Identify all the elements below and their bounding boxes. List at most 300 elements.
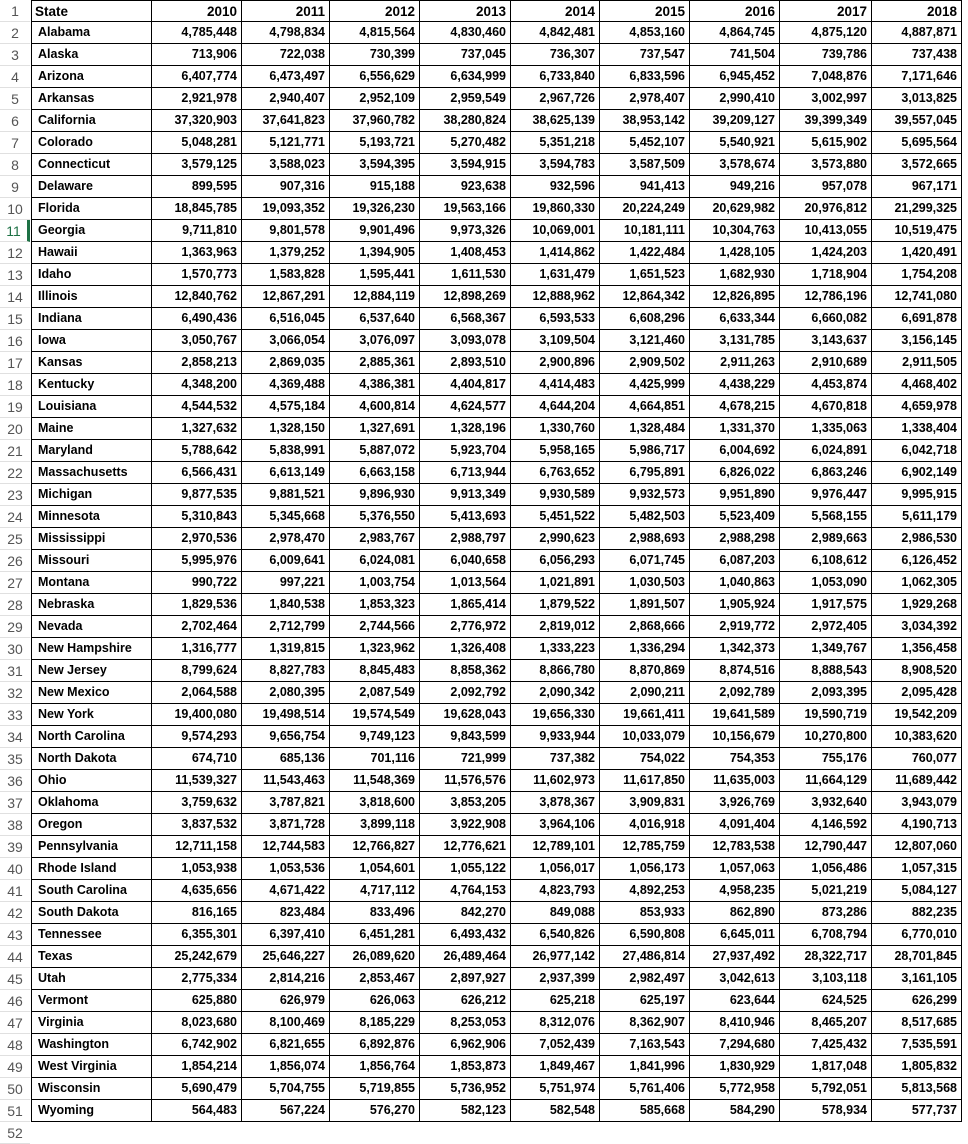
row-number[interactable]: 20 [0, 418, 30, 440]
row-number[interactable]: 9 [0, 176, 30, 198]
population-cell[interactable]: 19,542,209 [872, 704, 962, 726]
population-cell[interactable]: 4,414,483 [511, 374, 600, 396]
population-cell[interactable]: 9,843,599 [420, 726, 511, 748]
row-number[interactable]: 31 [0, 660, 30, 682]
population-cell[interactable]: 2,776,972 [420, 616, 511, 638]
population-cell[interactable]: 2,853,467 [330, 968, 420, 990]
population-cell[interactable]: 1,057,315 [872, 858, 962, 880]
population-cell[interactable]: 907,316 [242, 176, 330, 198]
population-cell[interactable]: 6,556,629 [330, 66, 420, 88]
year-column-header[interactable]: 2018 [872, 0, 962, 22]
population-cell[interactable]: 6,821,655 [242, 1034, 330, 1056]
population-cell[interactable]: 3,143,637 [780, 330, 872, 352]
state-cell[interactable]: Kansas [31, 352, 152, 374]
population-cell[interactable]: 19,563,166 [420, 198, 511, 220]
population-cell[interactable]: 3,837,532 [152, 814, 242, 836]
population-cell[interactable]: 1,853,323 [330, 594, 420, 616]
population-cell[interactable]: 28,322,717 [780, 946, 872, 968]
population-cell[interactable]: 6,056,293 [511, 550, 600, 572]
population-cell[interactable]: 882,235 [872, 902, 962, 924]
population-cell[interactable]: 25,242,679 [152, 946, 242, 968]
population-cell[interactable]: 737,382 [511, 748, 600, 770]
population-cell[interactable]: 1,056,173 [600, 858, 690, 880]
population-cell[interactable]: 3,587,509 [600, 154, 690, 176]
row-number[interactable]: 29 [0, 616, 30, 638]
population-cell[interactable]: 25,646,227 [242, 946, 330, 968]
population-cell[interactable]: 10,413,055 [780, 220, 872, 242]
population-cell[interactable]: 722,038 [242, 44, 330, 66]
population-cell[interactable]: 9,881,521 [242, 484, 330, 506]
population-cell[interactable]: 8,362,907 [600, 1012, 690, 1034]
population-cell[interactable]: 5,695,564 [872, 132, 962, 154]
population-cell[interactable]: 2,092,789 [690, 682, 780, 704]
population-cell[interactable]: 27,937,492 [690, 946, 780, 968]
population-cell[interactable]: 3,042,613 [690, 968, 780, 990]
population-cell[interactable]: 1,057,063 [690, 858, 780, 880]
population-cell[interactable]: 11,664,129 [780, 770, 872, 792]
state-cell[interactable]: Ohio [31, 770, 152, 792]
population-cell[interactable]: 6,087,203 [690, 550, 780, 572]
population-cell[interactable]: 10,181,111 [600, 220, 690, 242]
state-cell[interactable]: Michigan [31, 484, 152, 506]
population-cell[interactable]: 3,066,054 [242, 330, 330, 352]
population-cell[interactable]: 10,270,800 [780, 726, 872, 748]
population-cell[interactable]: 2,909,502 [600, 352, 690, 374]
population-cell[interactable]: 5,986,717 [600, 440, 690, 462]
population-cell[interactable]: 3,943,079 [872, 792, 962, 814]
population-cell[interactable]: 12,786,196 [780, 286, 872, 308]
population-cell[interactable]: 8,410,946 [690, 1012, 780, 1034]
population-cell[interactable]: 19,093,352 [242, 198, 330, 220]
population-cell[interactable]: 12,776,621 [420, 836, 511, 858]
population-cell[interactable]: 2,990,623 [511, 528, 600, 550]
population-cell[interactable]: 8,858,362 [420, 660, 511, 682]
population-cell[interactable]: 12,888,962 [511, 286, 600, 308]
population-cell[interactable]: 3,871,728 [242, 814, 330, 836]
row-number[interactable]: 34 [0, 726, 30, 748]
population-cell[interactable]: 11,602,973 [511, 770, 600, 792]
row-number[interactable]: 1 [0, 0, 30, 22]
population-cell[interactable]: 6,633,344 [690, 308, 780, 330]
population-cell[interactable]: 11,548,369 [330, 770, 420, 792]
population-cell[interactable]: 585,668 [600, 1100, 690, 1122]
row-number[interactable]: 22 [0, 462, 30, 484]
population-cell[interactable]: 1,331,370 [690, 418, 780, 440]
population-cell[interactable]: 2,937,399 [511, 968, 600, 990]
row-number[interactable]: 50 [0, 1078, 30, 1100]
population-cell[interactable]: 1,338,404 [872, 418, 962, 440]
population-cell[interactable]: 12,783,538 [690, 836, 780, 858]
population-cell[interactable]: 39,209,127 [690, 110, 780, 132]
population-cell[interactable]: 5,761,406 [600, 1078, 690, 1100]
row-number[interactable]: 43 [0, 924, 30, 946]
population-cell[interactable]: 8,888,543 [780, 660, 872, 682]
population-cell[interactable]: 576,270 [330, 1100, 420, 1122]
population-cell[interactable]: 990,722 [152, 572, 242, 594]
population-cell[interactable]: 760,077 [872, 748, 962, 770]
population-cell[interactable]: 4,438,229 [690, 374, 780, 396]
population-cell[interactable]: 1,062,305 [872, 572, 962, 594]
population-cell[interactable]: 626,212 [420, 990, 511, 1012]
population-cell[interactable]: 12,711,158 [152, 836, 242, 858]
population-cell[interactable]: 2,869,035 [242, 352, 330, 374]
population-cell[interactable]: 4,453,874 [780, 374, 872, 396]
population-cell[interactable]: 1,805,832 [872, 1056, 962, 1078]
population-cell[interactable]: 4,764,153 [420, 880, 511, 902]
row-number[interactable]: 19 [0, 396, 30, 418]
population-cell[interactable]: 19,574,549 [330, 704, 420, 726]
population-cell[interactable]: 853,933 [600, 902, 690, 924]
population-cell[interactable]: 5,193,721 [330, 132, 420, 154]
population-cell[interactable]: 5,923,704 [420, 440, 511, 462]
population-cell[interactable]: 4,830,460 [420, 22, 511, 44]
row-number[interactable]: 14 [0, 286, 30, 308]
population-cell[interactable]: 11,635,003 [690, 770, 780, 792]
population-cell[interactable]: 10,304,763 [690, 220, 780, 242]
population-cell[interactable]: 1,849,467 [511, 1056, 600, 1078]
population-cell[interactable]: 873,286 [780, 902, 872, 924]
state-cell[interactable]: Pennsylvania [31, 836, 152, 858]
state-cell[interactable]: Oklahoma [31, 792, 152, 814]
population-cell[interactable]: 6,962,906 [420, 1034, 511, 1056]
population-cell[interactable]: 9,574,293 [152, 726, 242, 748]
population-cell[interactable]: 4,842,481 [511, 22, 600, 44]
population-cell[interactable]: 8,799,624 [152, 660, 242, 682]
population-cell[interactable]: 27,486,814 [600, 946, 690, 968]
population-cell[interactable]: 5,719,855 [330, 1078, 420, 1100]
population-cell[interactable]: 4,670,818 [780, 396, 872, 418]
population-cell[interactable]: 11,576,576 [420, 770, 511, 792]
population-cell[interactable]: 1,030,503 [600, 572, 690, 594]
population-cell[interactable]: 1,424,203 [780, 242, 872, 264]
row-number[interactable]: 42 [0, 902, 30, 924]
population-cell[interactable]: 6,009,641 [242, 550, 330, 572]
population-cell[interactable]: 8,312,076 [511, 1012, 600, 1034]
population-cell[interactable]: 1,854,214 [152, 1056, 242, 1078]
population-cell[interactable]: 4,664,851 [600, 396, 690, 418]
population-cell[interactable]: 1,856,764 [330, 1056, 420, 1078]
population-cell[interactable]: 3,161,105 [872, 968, 962, 990]
population-cell[interactable]: 1,414,862 [511, 242, 600, 264]
population-cell[interactable]: 20,976,812 [780, 198, 872, 220]
population-cell[interactable]: 4,016,918 [600, 814, 690, 836]
population-cell[interactable]: 39,557,045 [872, 110, 962, 132]
row-number[interactable]: 45 [0, 968, 30, 990]
population-cell[interactable]: 6,590,808 [600, 924, 690, 946]
population-cell[interactable]: 7,048,876 [780, 66, 872, 88]
state-column-header[interactable]: State [31, 0, 152, 22]
population-cell[interactable]: 713,906 [152, 44, 242, 66]
population-cell[interactable]: 6,490,436 [152, 308, 242, 330]
population-cell[interactable]: 4,815,564 [330, 22, 420, 44]
row-number[interactable]: 21 [0, 440, 30, 462]
population-cell[interactable]: 2,744,566 [330, 616, 420, 638]
population-cell[interactable]: 7,294,680 [690, 1034, 780, 1056]
state-cell[interactable]: Virginia [31, 1012, 152, 1034]
population-cell[interactable]: 6,713,944 [420, 462, 511, 484]
population-cell[interactable]: 685,136 [242, 748, 330, 770]
population-cell[interactable]: 2,868,666 [600, 616, 690, 638]
row-number[interactable]: 46 [0, 990, 30, 1012]
population-cell[interactable]: 1,840,538 [242, 594, 330, 616]
row-number[interactable]: 27 [0, 572, 30, 594]
population-cell[interactable]: 1,319,815 [242, 638, 330, 660]
population-cell[interactable]: 11,689,442 [872, 770, 962, 792]
population-cell[interactable]: 12,864,342 [600, 286, 690, 308]
population-cell[interactable]: 1,853,873 [420, 1056, 511, 1078]
state-cell[interactable]: Vermont [31, 990, 152, 1012]
population-cell[interactable]: 1,363,963 [152, 242, 242, 264]
population-cell[interactable]: 3,572,665 [872, 154, 962, 176]
population-cell[interactable]: 862,890 [690, 902, 780, 924]
population-cell[interactable]: 2,988,797 [420, 528, 511, 550]
population-cell[interactable]: 5,540,921 [690, 132, 780, 154]
population-cell[interactable]: 2,911,263 [690, 352, 780, 374]
population-cell[interactable]: 4,190,713 [872, 814, 962, 836]
population-cell[interactable]: 932,596 [511, 176, 600, 198]
state-cell[interactable]: Kentucky [31, 374, 152, 396]
population-cell[interactable]: 9,913,349 [420, 484, 511, 506]
population-cell[interactable]: 10,156,679 [690, 726, 780, 748]
population-cell[interactable]: 2,702,464 [152, 616, 242, 638]
population-cell[interactable]: 3,013,825 [872, 88, 962, 110]
population-cell[interactable]: 1,865,414 [420, 594, 511, 616]
population-cell[interactable]: 4,386,381 [330, 374, 420, 396]
state-cell[interactable]: Utah [31, 968, 152, 990]
population-cell[interactable]: 3,131,785 [690, 330, 780, 352]
population-cell[interactable]: 1,328,150 [242, 418, 330, 440]
population-cell[interactable]: 625,197 [600, 990, 690, 1012]
population-cell[interactable]: 6,863,246 [780, 462, 872, 484]
population-cell[interactable]: 1,021,891 [511, 572, 600, 594]
population-cell[interactable]: 3,594,395 [330, 154, 420, 176]
population-cell[interactable]: 4,892,253 [600, 880, 690, 902]
state-cell[interactable]: Indiana [31, 308, 152, 330]
population-cell[interactable]: 1,905,924 [690, 594, 780, 616]
year-column-header[interactable]: 2012 [330, 0, 420, 22]
population-cell[interactable]: 1,053,938 [152, 858, 242, 880]
population-cell[interactable]: 38,953,142 [600, 110, 690, 132]
population-cell[interactable]: 5,704,755 [242, 1078, 330, 1100]
population-cell[interactable]: 6,833,596 [600, 66, 690, 88]
state-cell[interactable]: Maryland [31, 440, 152, 462]
population-cell[interactable]: 9,711,810 [152, 220, 242, 242]
population-cell[interactable]: 1,056,017 [511, 858, 600, 880]
population-cell[interactable]: 2,080,395 [242, 682, 330, 704]
population-cell[interactable]: 1,328,196 [420, 418, 511, 440]
population-cell[interactable]: 2,983,767 [330, 528, 420, 550]
state-cell[interactable]: South Carolina [31, 880, 152, 902]
population-cell[interactable]: 1,408,453 [420, 242, 511, 264]
population-cell[interactable]: 9,973,326 [420, 220, 511, 242]
population-cell[interactable]: 915,188 [330, 176, 420, 198]
population-cell[interactable]: 1,651,523 [600, 264, 690, 286]
state-cell[interactable]: Florida [31, 198, 152, 220]
population-cell[interactable]: 10,069,001 [511, 220, 600, 242]
population-cell[interactable]: 7,425,432 [780, 1034, 872, 1056]
population-cell[interactable]: 5,615,902 [780, 132, 872, 154]
population-cell[interactable]: 923,638 [420, 176, 511, 198]
population-cell[interactable]: 3,579,125 [152, 154, 242, 176]
population-cell[interactable]: 737,045 [420, 44, 511, 66]
population-cell[interactable]: 2,858,213 [152, 352, 242, 374]
population-cell[interactable]: 28,701,845 [872, 946, 962, 968]
population-cell[interactable]: 19,641,589 [690, 704, 780, 726]
population-cell[interactable]: 4,958,235 [690, 880, 780, 902]
population-cell[interactable]: 3,853,205 [420, 792, 511, 814]
population-cell[interactable]: 7,535,591 [872, 1034, 962, 1056]
population-cell[interactable]: 6,892,876 [330, 1034, 420, 1056]
population-cell[interactable]: 2,092,792 [420, 682, 511, 704]
population-cell[interactable]: 1,003,754 [330, 572, 420, 594]
population-cell[interactable]: 1,718,904 [780, 264, 872, 286]
population-cell[interactable]: 4,624,577 [420, 396, 511, 418]
population-cell[interactable]: 567,224 [242, 1100, 330, 1122]
population-cell[interactable]: 6,608,296 [600, 308, 690, 330]
population-cell[interactable]: 624,525 [780, 990, 872, 1012]
population-cell[interactable]: 6,042,718 [872, 440, 962, 462]
state-cell[interactable]: Wyoming [31, 1100, 152, 1122]
population-cell[interactable]: 8,866,780 [511, 660, 600, 682]
population-cell[interactable]: 2,819,012 [511, 616, 600, 638]
population-cell[interactable]: 721,999 [420, 748, 511, 770]
population-cell[interactable]: 997,221 [242, 572, 330, 594]
population-cell[interactable]: 19,661,411 [600, 704, 690, 726]
population-cell[interactable]: 2,972,405 [780, 616, 872, 638]
population-cell[interactable]: 9,932,573 [600, 484, 690, 506]
population-cell[interactable]: 3,818,600 [330, 792, 420, 814]
population-cell[interactable]: 12,826,895 [690, 286, 780, 308]
population-cell[interactable]: 1,611,530 [420, 264, 511, 286]
population-cell[interactable]: 1,379,252 [242, 242, 330, 264]
population-cell[interactable]: 949,216 [690, 176, 780, 198]
state-cell[interactable]: Louisiana [31, 396, 152, 418]
population-cell[interactable]: 626,979 [242, 990, 330, 1012]
population-cell[interactable]: 2,952,109 [330, 88, 420, 110]
population-cell[interactable]: 4,887,871 [872, 22, 962, 44]
population-cell[interactable]: 1,333,223 [511, 638, 600, 660]
population-cell[interactable]: 8,870,869 [600, 660, 690, 682]
population-cell[interactable]: 3,594,915 [420, 154, 511, 176]
population-cell[interactable]: 6,024,081 [330, 550, 420, 572]
year-column-header[interactable]: 2016 [690, 0, 780, 22]
row-number[interactable]: 12 [0, 242, 30, 264]
population-cell[interactable]: 38,625,139 [511, 110, 600, 132]
population-cell[interactable]: 578,934 [780, 1100, 872, 1122]
row-number[interactable]: 26 [0, 550, 30, 572]
population-cell[interactable]: 2,900,896 [511, 352, 600, 374]
population-cell[interactable]: 1,053,536 [242, 858, 330, 880]
population-cell[interactable]: 1,595,441 [330, 264, 420, 286]
state-cell[interactable]: Georgia [31, 220, 152, 242]
population-cell[interactable]: 10,383,620 [872, 726, 962, 748]
population-cell[interactable]: 12,766,827 [330, 836, 420, 858]
population-cell[interactable]: 564,483 [152, 1100, 242, 1122]
population-cell[interactable]: 9,933,944 [511, 726, 600, 748]
population-cell[interactable]: 9,951,890 [690, 484, 780, 506]
population-cell[interactable]: 3,878,367 [511, 792, 600, 814]
state-cell[interactable]: Oregon [31, 814, 152, 836]
population-cell[interactable]: 625,218 [511, 990, 600, 1012]
population-cell[interactable]: 1,055,122 [420, 858, 511, 880]
population-cell[interactable]: 5,021,219 [780, 880, 872, 902]
population-cell[interactable]: 6,071,745 [600, 550, 690, 572]
row-number[interactable]: 3 [0, 44, 30, 66]
population-cell[interactable]: 4,644,204 [511, 396, 600, 418]
population-cell[interactable]: 8,517,685 [872, 1012, 962, 1034]
population-cell[interactable]: 5,452,107 [600, 132, 690, 154]
population-cell[interactable]: 39,399,349 [780, 110, 872, 132]
population-cell[interactable]: 3,076,097 [330, 330, 420, 352]
state-cell[interactable]: Massachusetts [31, 462, 152, 484]
population-cell[interactable]: 19,326,230 [330, 198, 420, 220]
population-cell[interactable]: 5,887,072 [330, 440, 420, 462]
population-cell[interactable]: 12,807,060 [872, 836, 962, 858]
population-cell[interactable]: 12,898,269 [420, 286, 511, 308]
population-cell[interactable]: 1,336,294 [600, 638, 690, 660]
population-cell[interactable]: 3,588,023 [242, 154, 330, 176]
population-cell[interactable]: 5,792,051 [780, 1078, 872, 1100]
population-cell[interactable]: 3,109,504 [511, 330, 600, 352]
population-cell[interactable]: 2,921,978 [152, 88, 242, 110]
population-cell[interactable]: 5,351,218 [511, 132, 600, 154]
population-cell[interactable]: 816,165 [152, 902, 242, 924]
population-cell[interactable]: 5,376,550 [330, 506, 420, 528]
row-number[interactable]: 13 [0, 264, 30, 286]
population-cell[interactable]: 19,628,043 [420, 704, 511, 726]
state-cell[interactable]: Texas [31, 946, 152, 968]
population-cell[interactable]: 833,496 [330, 902, 420, 924]
state-cell[interactable]: California [31, 110, 152, 132]
population-cell[interactable]: 4,544,532 [152, 396, 242, 418]
row-number[interactable]: 33 [0, 704, 30, 726]
state-cell[interactable]: New Hampshire [31, 638, 152, 660]
population-cell[interactable]: 3,156,145 [872, 330, 962, 352]
state-cell[interactable]: Missouri [31, 550, 152, 572]
population-cell[interactable]: 2,095,428 [872, 682, 962, 704]
state-cell[interactable]: Arkansas [31, 88, 152, 110]
population-cell[interactable]: 823,484 [242, 902, 330, 924]
population-cell[interactable]: 701,116 [330, 748, 420, 770]
population-cell[interactable]: 2,090,342 [511, 682, 600, 704]
state-cell[interactable]: New Mexico [31, 682, 152, 704]
population-cell[interactable]: 1,013,564 [420, 572, 511, 594]
population-cell[interactable]: 11,543,463 [242, 770, 330, 792]
state-cell[interactable]: Tennessee [31, 924, 152, 946]
population-cell[interactable]: 2,911,505 [872, 352, 962, 374]
state-cell[interactable]: Nebraska [31, 594, 152, 616]
population-cell[interactable]: 4,575,184 [242, 396, 330, 418]
population-cell[interactable]: 2,885,361 [330, 352, 420, 374]
population-cell[interactable]: 3,594,783 [511, 154, 600, 176]
population-cell[interactable]: 4,798,834 [242, 22, 330, 44]
population-cell[interactable]: 1,817,048 [780, 1056, 872, 1078]
population-cell[interactable]: 3,002,997 [780, 88, 872, 110]
population-cell[interactable]: 6,763,652 [511, 462, 600, 484]
state-cell[interactable]: Alabama [31, 22, 152, 44]
population-cell[interactable]: 6,770,010 [872, 924, 962, 946]
state-cell[interactable]: North Dakota [31, 748, 152, 770]
population-cell[interactable]: 5,270,482 [420, 132, 511, 154]
state-cell[interactable]: Rhode Island [31, 858, 152, 880]
population-cell[interactable]: 2,970,536 [152, 528, 242, 550]
population-cell[interactable]: 1,682,930 [690, 264, 780, 286]
population-cell[interactable]: 18,845,785 [152, 198, 242, 220]
population-cell[interactable]: 8,100,469 [242, 1012, 330, 1034]
population-cell[interactable]: 12,840,762 [152, 286, 242, 308]
population-cell[interactable]: 1,428,105 [690, 242, 780, 264]
population-cell[interactable]: 11,617,850 [600, 770, 690, 792]
